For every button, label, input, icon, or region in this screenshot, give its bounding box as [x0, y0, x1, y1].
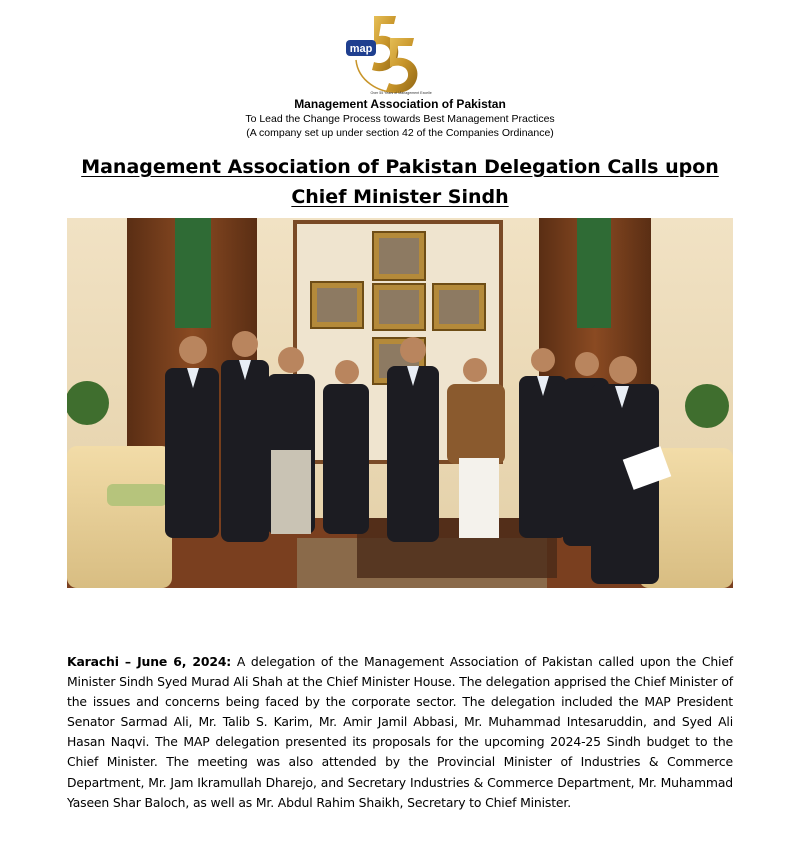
organization-tagline: To Lead the Change Process towards Best Management Practices — [245, 113, 555, 125]
headline-line-1: Management Association of Pakistan Delegation Calls upon — [81, 156, 719, 178]
company-registration-note: (A company set up under section 42 of the Companies Ordinance) — [246, 127, 554, 139]
delegation-group-photo — [67, 218, 733, 588]
logo-caption: Over 55 Years of Management Excellence — [370, 91, 432, 95]
logo-map-text: map — [349, 43, 373, 55]
article-dateline: Karachi – June 6, 2024: — [67, 654, 232, 669]
logo-graphic — [344, 10, 432, 96]
article-body — [67, 652, 733, 813]
organization-name: Management Association of Pakistan — [294, 97, 506, 111]
article-headline — [80, 152, 720, 212]
article-body-text: A delegation of the Management Association of Pakistan called upon the Chief Minister Sindh Syed Murad Ali Shah at the Chief Minister House. The delegation apprised the Chief Minister of the issues and concerns being faced by the corporate sector. The delegation included the MAP President Senator Sarmad Ali, Mr. Talib S. Karim, Mr. Amir Jamil Abbasi, Mr. Muhammad Intesaruddin, and Syed Ali Hasan Naqvi. The MAP delegation presented its proposals for the upcoming 2024-25 Sindh budget to the Chief Minister. The meeting was also attended by the Provincial Minister of Industries & Commerce Department, Mr. Jam Ikramullah Dharejo, and Secretary Industries & Commerce Department, Mr. Muhammad Yaseen Shar Baloch, as well as Mr. Abdul Rahim Shaikh, Secretary to Chief Minister. — [67, 654, 733, 810]
headline-line-2: Chief Minister Sindh — [291, 186, 509, 208]
map-55-logo — [344, 10, 432, 96]
group-photo-illustration — [67, 218, 733, 588]
